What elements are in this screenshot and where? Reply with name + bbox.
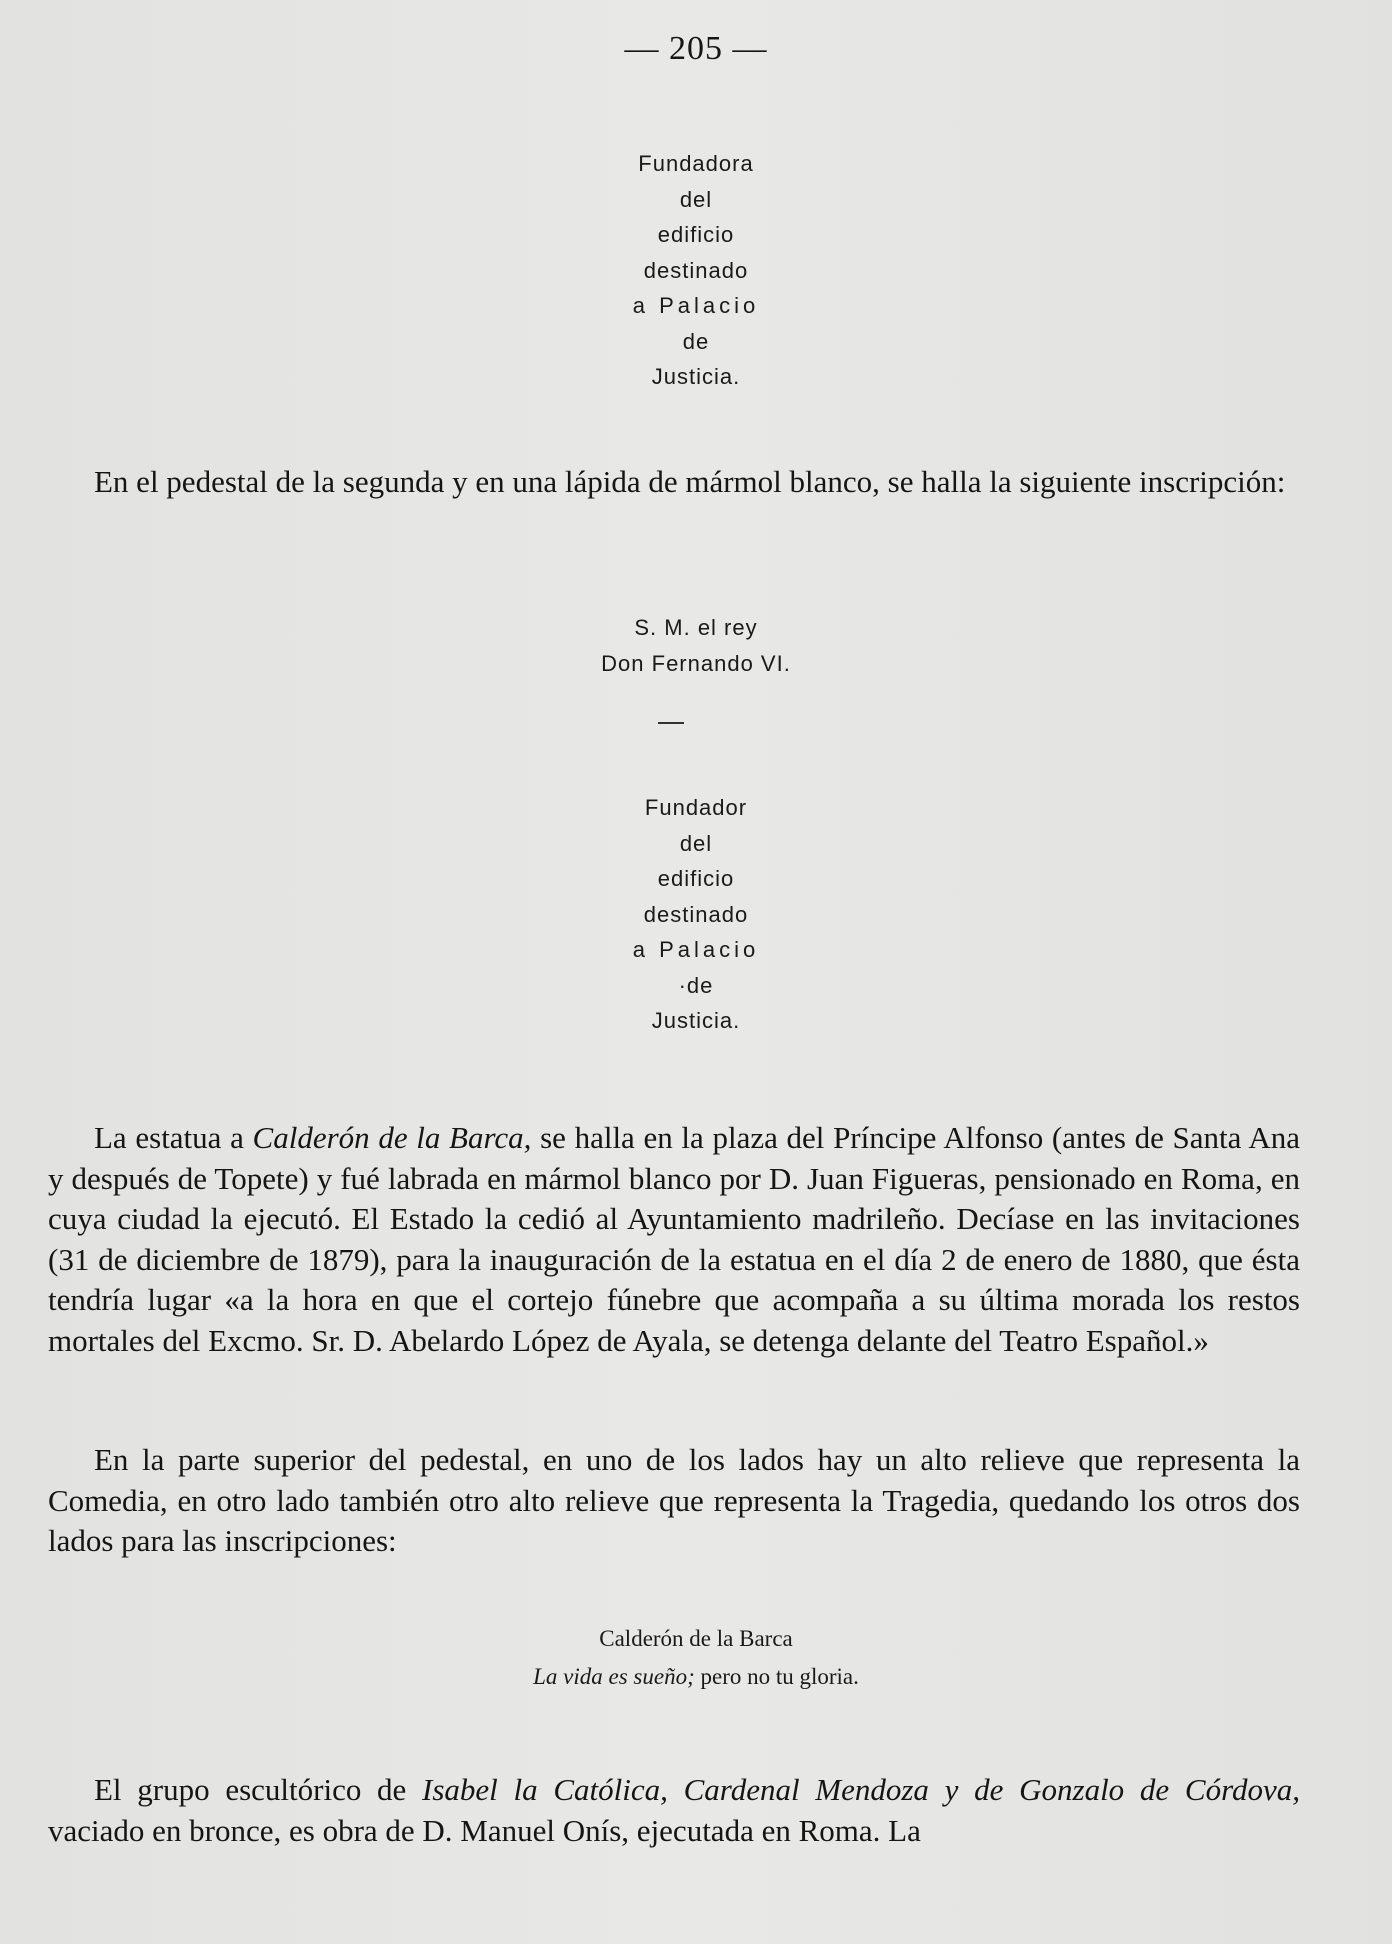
paragraph-grupo (48, 1770, 1300, 1851)
inscription-line: Fundador (644, 795, 748, 820)
inscription-fundador (0, 790, 1392, 1039)
inscription-line: S. M. el rey (634, 615, 758, 640)
inscription-line (0, 1658, 1392, 1696)
inscription-italic-text: La vida es sueño; (533, 1664, 695, 1689)
inscription-line: Don Fernando VI. (601, 651, 791, 676)
inscription-line: edificio (657, 866, 735, 891)
inscription-line: Justicia. (651, 1008, 741, 1033)
paragraph-italic-text: Isabel la Católica, Cardenal Mendoza y de Gonzalo de Córdova, (422, 1772, 1300, 1807)
paragraph-relieve: En la parte superior del pedestal, en uno de los lados hay un alto relieve que representa la Comedia, en otro lado también otro alto relieve que representa la Tragedia, quedando los otros dos lados para las inscripciones: (48, 1442, 1300, 1558)
inscription-line: Fundadora (638, 151, 754, 176)
inscription-line: Calderón de la Barca (599, 1626, 793, 1651)
inscription-line: de (682, 328, 710, 354)
paragraph-italic-text: Calderón de la Barca, (252, 1120, 532, 1155)
inscription-line: destinado (643, 901, 749, 927)
paragraph-text: vaciado en bronce, es obra de D. Manuel Onís, ejecutada en Roma. La (48, 1812, 921, 1848)
paragraph-text: La estatua a (94, 1120, 253, 1155)
paragraph-text: se halla en la plaza del Príncipe Alfonso (antes de Santa Ana y después de Topete) y fué labrada en mármol blanco por D. Juan Figueras, pensionado en Roma, en cuya ciudad la ejecutó. El Estado la cedió al Ayuntamiento madrileño. Decíase en las invitaciones (31 de diciembre de 1879), para la inauguración de la estatua en el día 2 de enero de 1880, que ésta tendría lugar «a la hora en que el cortejo fúnebre que acompaña a su última morada los restos mortales del Excmo. Sr. D. Abelardo López de Ayala, se detenga delante del Teatro Español.» (48, 1120, 1300, 1358)
inscription-line: Justicia. (651, 364, 741, 389)
page-number: — 205 — (624, 30, 768, 67)
paragraph-calderon (48, 1118, 1300, 1361)
inscription-line: a Palacio (632, 293, 760, 318)
inscription-line: del (679, 830, 713, 856)
paragraph-text: El grupo escultórico de (94, 1772, 423, 1807)
inscription-line: del (679, 186, 713, 212)
separator-dash (658, 722, 684, 724)
inscription-text: pero no tu gloria. (694, 1664, 859, 1689)
inscription-line: edificio (657, 222, 735, 247)
paragraph-pedestal: En el pedestal de la segunda y en una lápida de mármol blanco, se halla la siguiente inscripción: (94, 464, 1286, 499)
inscription-line: a Palacio (632, 937, 760, 962)
inscription-line: ·de (678, 972, 714, 998)
inscription-calderon (0, 1620, 1392, 1696)
inscription-rey (0, 610, 1392, 682)
inscription-line: destinado (643, 257, 749, 283)
inscription-fundadora (0, 146, 1392, 395)
